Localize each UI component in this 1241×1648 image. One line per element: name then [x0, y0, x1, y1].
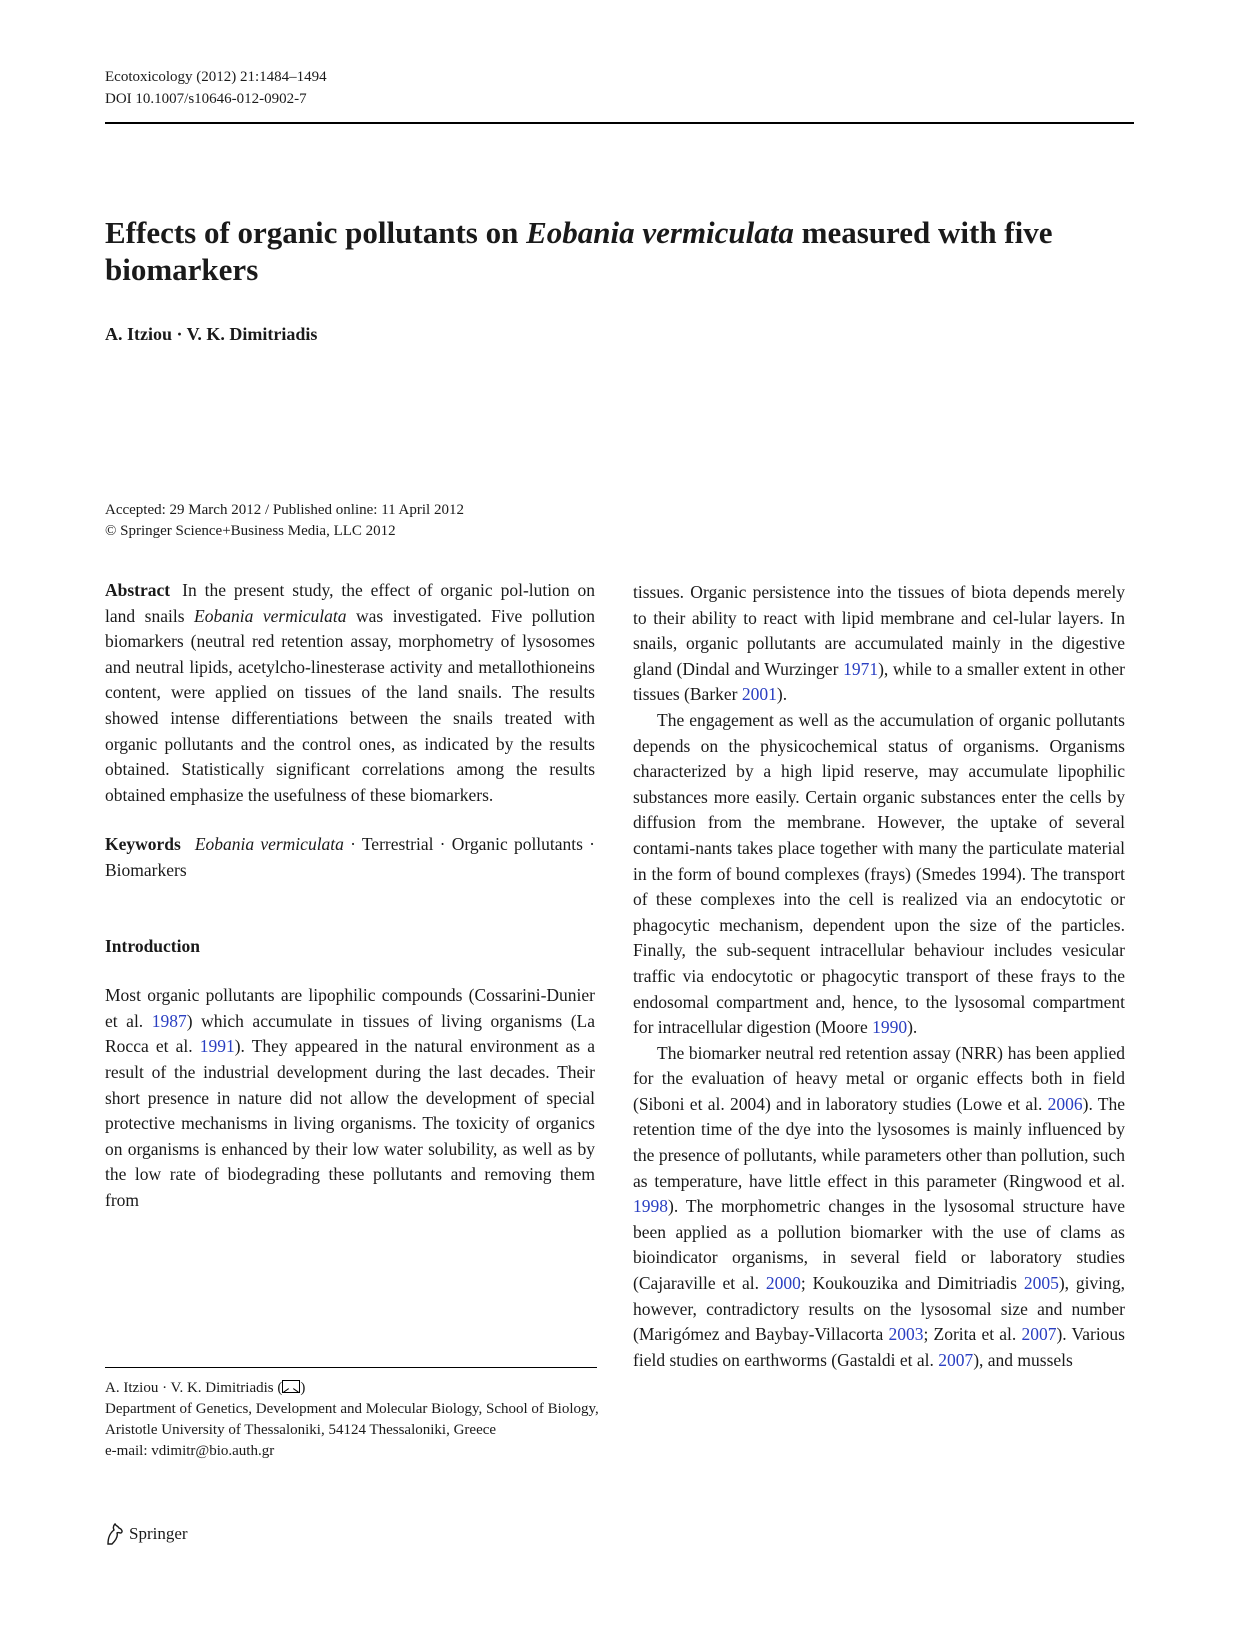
keywords: Keywords Eobania vermiculata · Terrestrial · Organic pollutants · Biomarkers [105, 834, 596, 880]
intro-paragraph-1: Most organic pollutants are lipophilic compounds (Cossarini-Dunier et al. 1987) which accumulate in tissues of living organisms (La Rocca et al. 1991). They appeared in the natural environment as a result of the industrial development during the last decades. Their short presence in nature did not allow the development of special protective mechanisms in living organisms. The toxicity of organics on organisms is enhanced by their low water solubility, as well as by the low rate of biodegrading these pollutants and removing them from [105, 985, 596, 1210]
body-paragraph-2: The engagement as well as the accumulation of organic pollutants depends on the physicochemical status of organisms. Organisms characterized by a high lipid reserve, may accumulate lipophilic substances more easily. Certain organic substances enter the cells by diffusion from the membrane. However, the uptake of several contami-nants takes place together with many the particulate material in the form of bound complexes (frays) (Smedes 1994). The transport of these complexes into the cell is realized via an endocytotic or phagocytic mechanism, dependent upon the size of the particles. Finally, the sub-sequent intracellular behaviour includes vesicular traffic via endocytotic or phagocytic transport of these frays to the endosomal compartment and, hence, to the lysosomal compartment for intracellular digestion (Moore 1990). [633, 709, 1125, 1038]
keywords-label: Keywords [105, 834, 181, 855]
right-column [633, 580, 1125, 1373]
citation-link[interactable]: 2001 [741, 684, 777, 705]
publication-info [105, 500, 464, 542]
keyword-species: Eobania vermiculata [194, 834, 344, 855]
citation-link[interactable]: 1998 [633, 1196, 668, 1217]
paper-title [105, 214, 1065, 288]
footnote-authors: A. Itziou · V. K. Dimitriadis ( ) [105, 1380, 306, 1396]
envelope-icon [282, 1380, 300, 1393]
abstract-label: Abstract [105, 580, 171, 600]
left-column [105, 578, 595, 1213]
citation-link[interactable]: 1991 [199, 1036, 235, 1057]
title-part-2: measured with five biomarkers [105, 215, 1053, 287]
journal-citation: Ecotoxicology (2012) 21:1484–1494 [105, 69, 327, 85]
footnote-divider [105, 1367, 597, 1368]
affiliation: Department of Genetics, Development and Molecular Biology, School of Biology, Aristotle University of Thessaloniki, 54124 Thessaloniki, Greece [105, 1401, 599, 1438]
title-part-1: Effects of organic pollutants on [105, 215, 527, 250]
springer-horse-icon [105, 1523, 125, 1545]
citation-link[interactable]: 2007 [938, 1349, 974, 1370]
citation-link[interactable]: 2005 [1023, 1273, 1059, 1294]
abstract-species: Eobania vermiculata [194, 605, 347, 626]
journal-header [105, 66, 327, 110]
author-list: A. Itziou · V. K. Dimitriadis [105, 324, 318, 344]
citation-link[interactable]: 2007 [1021, 1324, 1057, 1345]
publication-dates: Accepted: 29 March 2012 / Published online: 11 April 2012 [105, 502, 464, 518]
abstract: Abstract In the present study, the effect of organic pol-lution on land snails Eobania vermiculata was investigated. Five pollution biomarkers (neutral red retention assay, morphometry of lysosomes and neutral lipids, acetylcho-linesterase activity and metallothioneins content, were applied on tissues of the land snails. The results showed intense differentiations between the snails treated with organic pollutants and the control ones, as indicated by the results obtained. Statistically significant correlations among the results obtained emphasize the usefulness of these biomarkers. [105, 580, 596, 805]
body-paragraph-3: The biomarker neutral red retention assay (NRR) has been applied for the evaluation of heavy metal or organic effects both in field (Siboni et al. 2004) and in laboratory studies (Lowe et al. 2006). The retention time of the dye into the lysosomes is mainly influenced by the presence of pollutants, while parameters other than pollution, such as temperature, have little effect in this parameter (Ringwood et al. 1998). The morphometric changes in the lysosomal structure have been applied as a pollution biomarker with the use of clams as bioindicator organisms, in several field or laboratory studies (Cajaraville et al. 2000; Koukouzika and Dimitriadis 2005), giving, however, contradictory results on the lysosomal size and number (Marigómez and Baybay-Villacorta 2003; Zorita et al. 2007). Various field studies on earthworms (Gastaldi et al. 2007), and mussels [633, 1042, 1125, 1370]
citation-link[interactable]: 1990 [872, 1017, 908, 1038]
author-affiliation-footnote [105, 1378, 605, 1462]
citation-link[interactable]: 2003 [888, 1324, 924, 1345]
header-divider [105, 122, 1134, 124]
body-paragraph-1: tissues. Organic persistence into the tissues of biota depends merely to their ability to react with lipid membrane and cel-lular layers. In snails, organic pollutants are accumulated mainly in the digestive gland (Dindal and Wurzinger 1971), while to a smaller extent in other tissues (Barker 2001). [633, 582, 1125, 705]
publisher-name: Springer [129, 1524, 188, 1543]
publisher-mark [105, 1523, 188, 1545]
citation-link[interactable]: 1971 [843, 658, 879, 679]
citation-link[interactable]: 1987 [151, 1010, 187, 1031]
title-species: Eobania vermiculata [526, 215, 794, 250]
copyright-notice: © Springer Science+Business Media, LLC 2012 [105, 523, 396, 539]
doi-line: DOI 10.1007/s10646-012-0902-7 [105, 91, 307, 107]
citation-link[interactable]: 2006 [1047, 1093, 1083, 1114]
section-heading-introduction: Introduction [105, 935, 200, 956]
corresponding-email[interactable]: e-mail: vdimitr@bio.auth.gr [105, 1443, 275, 1459]
citation-link[interactable]: 2000 [765, 1273, 801, 1294]
